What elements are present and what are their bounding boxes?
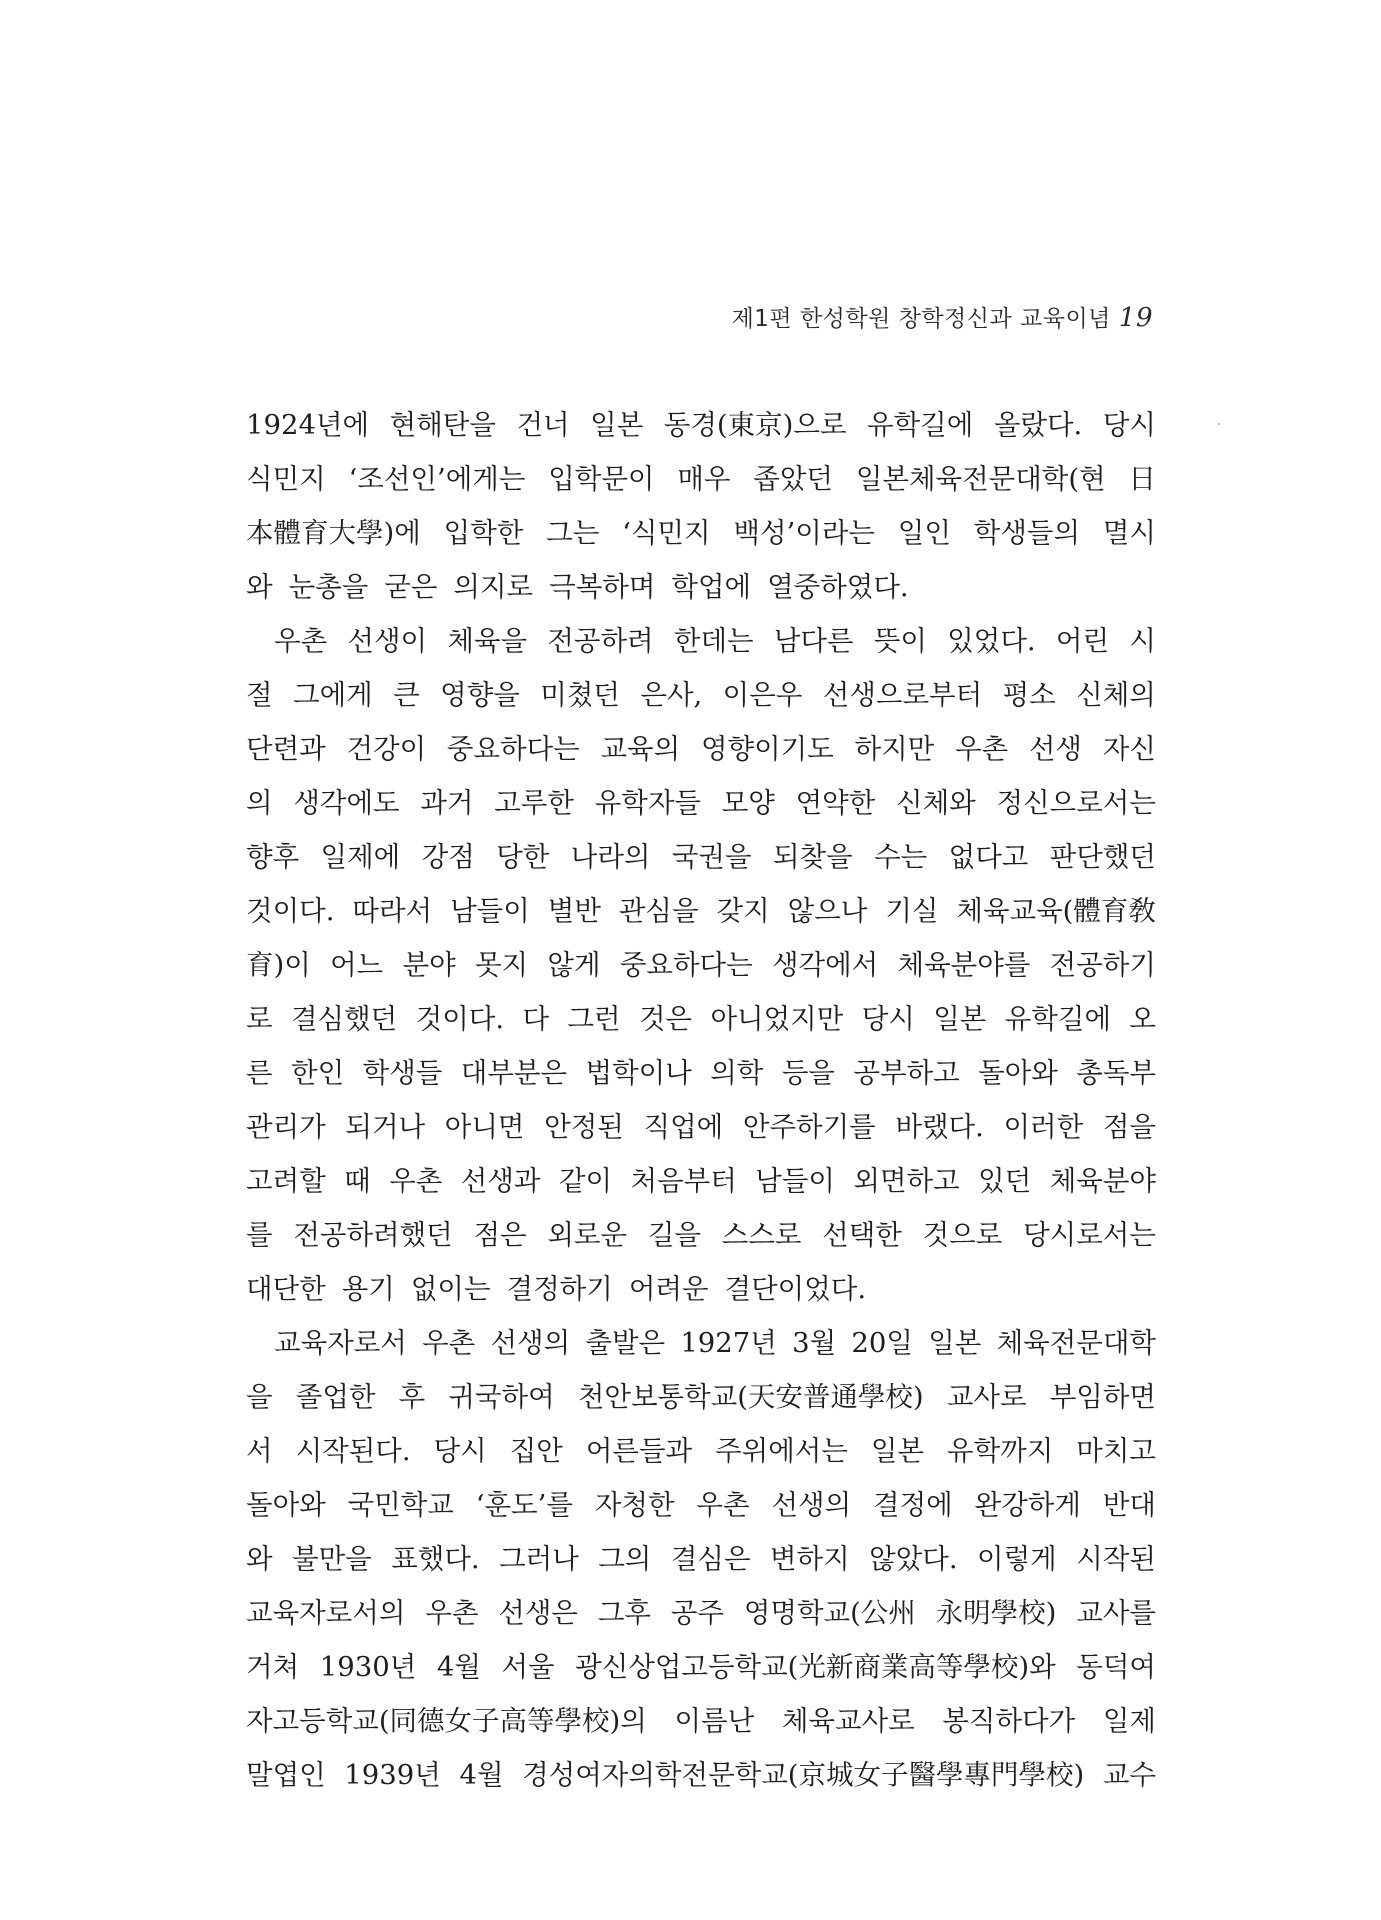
word: 바랬다. [895, 1111, 984, 1143]
word: 부임하면 [1049, 1381, 1156, 1413]
word: 뜻이 [873, 625, 927, 657]
word: 일본 [870, 1435, 925, 1467]
word: 교수 [1102, 1759, 1156, 1791]
word: 교사를 [1076, 1597, 1156, 1629]
word: 신체의 [1076, 679, 1156, 711]
word: 출발은 [585, 1327, 666, 1359]
word: 20일 [851, 1327, 913, 1359]
word: 좁았던 [753, 463, 833, 495]
word: 따라서 [352, 895, 433, 927]
word: 체육을 [447, 625, 528, 657]
word: 1930년 [319, 1651, 417, 1683]
word: 4월 [436, 1651, 481, 1683]
word: 관리가 [246, 1111, 326, 1143]
word: 과거 [420, 787, 474, 819]
word: 서울 [501, 1651, 555, 1683]
word: 고려할 [246, 1165, 326, 1197]
word: 것이다. [415, 1003, 505, 1035]
word: 전공하려 [547, 625, 654, 657]
word: 그런 [567, 1003, 621, 1035]
word: 남들이 [755, 1165, 835, 1197]
word: 법학이나 [585, 1057, 692, 1089]
word: 시작된 [1076, 1543, 1156, 1575]
word: 선생과 [460, 1165, 541, 1197]
word: 로 [246, 1003, 273, 1035]
word: 시작된다. [295, 1435, 411, 1467]
word: 이렇게 [977, 1543, 1057, 1575]
word: 천안보통학교(天安普通學校) [577, 1381, 924, 1413]
word: 있던 [978, 1165, 1032, 1197]
word: 용기 [341, 1273, 395, 1305]
scan-speck [1218, 423, 1220, 425]
word: 그에게 [293, 679, 373, 711]
word: 당시로서는 [1023, 1219, 1156, 1251]
word: 말엽인 [246, 1759, 326, 1791]
text-line [246, 1586, 1156, 1640]
running-title: 제1편 한성학원 창학정신과 교육이념 [731, 306, 1111, 332]
word: 완강하게 [974, 1489, 1081, 1521]
word: 않았다. [869, 1543, 958, 1575]
word: 어느 [330, 949, 384, 981]
text-line [246, 884, 1156, 938]
word: 수는 [874, 841, 928, 873]
text-line [246, 452, 1156, 506]
word: 외로운 [547, 1219, 628, 1251]
word: 집안 [509, 1435, 563, 1467]
text-line [246, 668, 1156, 722]
word: 한데는 [673, 625, 754, 657]
word: 평소 [1002, 679, 1056, 711]
word: 이러한 [1003, 1111, 1084, 1143]
word: 아니었지만 [710, 1003, 844, 1035]
word: 우촌 [425, 1597, 479, 1629]
text-line [246, 398, 1156, 452]
word: 하지만 [854, 733, 935, 765]
word: 관심을 [618, 895, 699, 927]
text-line [246, 1208, 1156, 1262]
word: 결심은 [670, 1543, 751, 1575]
word: 永明學校) [935, 1597, 1057, 1629]
word: 등을 [781, 1057, 835, 1089]
word: 없이는 [410, 1273, 491, 1305]
word: 의 [246, 787, 273, 819]
word: 의학 [710, 1057, 764, 1089]
text-line [246, 1532, 1156, 1586]
word: 생각에서 [771, 949, 879, 981]
word: 극복하며 [549, 571, 656, 603]
word: 育)이 [246, 949, 311, 981]
word: 생각에도 [293, 787, 400, 819]
word: 시 [1129, 625, 1156, 657]
word: 동덕여 [1076, 1651, 1156, 1683]
word: 영명학교(公州 [743, 1597, 916, 1629]
word: 중요하다는 [619, 949, 753, 981]
word: 처음부터 [630, 1165, 737, 1197]
word: 판단했던 [1049, 841, 1156, 873]
word: 있었다. [947, 625, 1036, 657]
word: 기실 [885, 895, 939, 927]
word: 건강이 [346, 733, 427, 765]
word: 미쳤던 [540, 679, 620, 711]
word: 모양 [721, 787, 775, 819]
word: 대단한 [246, 1273, 326, 1305]
word: 굳은 [384, 571, 438, 603]
word: 체육분야 [1049, 1165, 1156, 1197]
word: 일본 [928, 1327, 982, 1359]
word: 것이다. [246, 895, 335, 927]
word: 영향을 [440, 679, 520, 711]
word: 체육교사로 [781, 1705, 915, 1737]
word: 돌아와 [978, 1057, 1058, 1089]
word: 열중하였다. [767, 571, 909, 603]
word: 못지 [474, 949, 529, 981]
word: 어린 [1055, 625, 1110, 657]
word: 공주 [670, 1597, 724, 1629]
word: 되거나 [345, 1111, 426, 1143]
word: 일본 [590, 409, 644, 441]
word: 오 [1129, 1003, 1156, 1035]
word: 학생들의 [973, 517, 1081, 549]
word: 어른들과 [585, 1435, 693, 1467]
word: 체육교육(體育敎 [956, 895, 1156, 927]
word: 거쳐 [246, 1651, 300, 1683]
word: 식민지 [246, 463, 326, 495]
text-line [246, 1640, 1156, 1694]
text-line [246, 722, 1156, 776]
word: 봉직하다가 [942, 1705, 1076, 1737]
word: 와 [246, 1543, 273, 1575]
word: 졸업한 [295, 1381, 376, 1413]
word: 직업에 [643, 1111, 724, 1143]
word: 선생의 [771, 1489, 852, 1521]
word: 일제 [1102, 1705, 1156, 1737]
word: 체육전문대학 [996, 1327, 1156, 1359]
word: 당한 [496, 841, 550, 873]
word: 1927년 [680, 1327, 777, 1359]
word: 안주하기를 [742, 1111, 876, 1143]
word: 우촌 [422, 1327, 476, 1359]
word: 공부하고 [853, 1057, 960, 1089]
text-line [246, 1154, 1156, 1208]
word: 와 [246, 571, 273, 603]
word: 다 [522, 1003, 550, 1035]
word: 불만을 [292, 1543, 372, 1575]
word: 결단이었다. [724, 1273, 867, 1305]
word: 을 [246, 1381, 273, 1413]
text-line [246, 1262, 1156, 1316]
word: 변하지 [769, 1543, 850, 1575]
word: 국민학교 [347, 1489, 454, 1521]
word: 유학까지 [947, 1435, 1054, 1467]
word: 귀국하여 [448, 1381, 555, 1413]
word: 결정에 [873, 1489, 953, 1521]
word: 점을 [1102, 1111, 1156, 1143]
word: 눈총을 [288, 571, 369, 603]
word: 남다른 [773, 625, 854, 657]
word: 한인 [291, 1057, 345, 1089]
text-line [246, 1370, 1156, 1424]
word: 단련과 [246, 733, 326, 765]
word: 경성여자의학전문학교(京城女子醫學專門學校) [522, 1759, 1085, 1791]
word: 매우 [677, 463, 731, 495]
word: 후 [398, 1381, 426, 1413]
word: 정신으로서는 [996, 787, 1156, 819]
word: 그후 [597, 1597, 651, 1629]
word: 일인 [897, 517, 951, 549]
word: 결정하기 [506, 1273, 613, 1305]
body-text [246, 398, 1156, 1802]
word: 돌아와 [246, 1489, 326, 1521]
word: 없다고 [948, 841, 1029, 873]
word: 입학문이 [548, 463, 655, 495]
word: 멸시 [1102, 517, 1156, 549]
word: 건너 [516, 409, 570, 441]
word: 日 [1128, 463, 1156, 495]
word: 길을 [647, 1219, 701, 1251]
text-line [246, 506, 1156, 560]
word: 선생은 [498, 1597, 578, 1629]
running-header [732, 300, 1153, 333]
word: 이은우 [722, 679, 803, 711]
word: 本體育大學)에 [246, 517, 421, 549]
word: 선생의 [490, 1327, 571, 1359]
text-line [246, 1316, 1156, 1370]
word: 것은 [638, 1003, 693, 1035]
word: 점은 [473, 1219, 527, 1251]
word: 교육의 [600, 733, 681, 765]
word: 총독부 [1076, 1057, 1156, 1089]
word: 같이 [558, 1165, 613, 1197]
word: 현해탄을 [389, 409, 496, 441]
word: 우촌 [274, 625, 328, 657]
word: 선택한 [822, 1219, 902, 1251]
word: 의지로 [453, 571, 534, 603]
word: 교육자로서 [274, 1327, 407, 1359]
word: 유학자들 [594, 787, 701, 819]
word: ‘조선인’에게는 [348, 463, 526, 495]
word: 선생이 [347, 625, 428, 657]
word: 전공하려했던 [293, 1219, 453, 1251]
text-line [246, 992, 1156, 1046]
word: 것으로 [922, 1219, 1003, 1251]
word: 반대 [1102, 1489, 1156, 1521]
word: 강점 [421, 841, 475, 873]
word: 전공하기 [1049, 949, 1156, 981]
word: 서 [246, 1435, 273, 1467]
word: 스스로 [721, 1219, 802, 1251]
word: 당시 [1102, 409, 1156, 441]
word: 남들이 [450, 895, 530, 927]
word: 갖지 [716, 895, 770, 927]
text-line [246, 1478, 1156, 1532]
text-line [246, 1100, 1156, 1154]
word: ‘훈도’를 [475, 1489, 573, 1521]
text-line [246, 1748, 1156, 1802]
word: 학업에 [671, 571, 752, 603]
text-line [246, 1424, 1156, 1478]
word: 우촌 [696, 1489, 750, 1521]
word: 당시 [433, 1435, 487, 1467]
word: 자청한 [594, 1489, 675, 1521]
word: 은사, [640, 679, 703, 711]
word: 결심했던 [290, 1003, 398, 1035]
word: 향후 [246, 841, 300, 873]
text-line [246, 614, 1156, 668]
page-number: 19 [1118, 303, 1153, 333]
word: 4월 [459, 1759, 504, 1791]
word: 때 [344, 1165, 371, 1197]
word: 않게 [547, 949, 601, 981]
word: 동경(東京)으로 [663, 409, 847, 441]
word: 유학길에 [867, 409, 974, 441]
word: 나라의 [570, 841, 651, 873]
word: 일본 [933, 1003, 987, 1035]
word: 주위에서는 [715, 1435, 848, 1467]
word: 백성’이라는 [733, 517, 875, 549]
word: 당시 [861, 1003, 915, 1035]
word: 학생들 [362, 1057, 443, 1089]
word: 안정된 [544, 1111, 624, 1143]
word: 교육자로서의 [246, 1597, 406, 1629]
word: 3월 [792, 1327, 837, 1359]
word: 표했다. [391, 1543, 480, 1575]
word: 않으나 [787, 895, 868, 927]
word: 어려운 [628, 1273, 709, 1305]
word: ‘식민지 [622, 517, 711, 549]
word: 고루한 [494, 787, 574, 819]
word: 아니면 [444, 1111, 525, 1143]
word: 일본체육전문대학(현 [855, 463, 1106, 495]
word: 이름난 [674, 1705, 755, 1737]
word: 되찾을 [772, 841, 853, 873]
word: 체육분야를 [897, 949, 1031, 981]
word: 절 [246, 679, 273, 711]
word: 분야 [402, 949, 456, 981]
word: 교사로 [946, 1381, 1027, 1413]
word: 자신 [1102, 733, 1156, 765]
word: 자고등학교(同德女子高等學校)의 [246, 1705, 647, 1737]
word: 1939년 [344, 1759, 441, 1791]
word: 선생 [1028, 733, 1082, 765]
word: 그는 [546, 517, 600, 549]
word: 그의 [598, 1543, 652, 1575]
word: 연약한 [795, 787, 876, 819]
text-line [246, 1694, 1156, 1748]
word: 국권을 [671, 841, 752, 873]
text-line [246, 560, 1156, 614]
word: 유학길에 [1004, 1003, 1112, 1035]
word: 신체와 [896, 787, 976, 819]
text-line [246, 1046, 1156, 1100]
word: 일제에 [320, 841, 401, 873]
word: 영향이기도 [700, 733, 834, 765]
text-line [246, 776, 1156, 830]
word: 큰 [393, 679, 420, 711]
word: 른 [246, 1057, 273, 1089]
word: 1924년에 [246, 409, 370, 441]
word: 그러나 [499, 1543, 579, 1575]
word: 별반 [547, 895, 601, 927]
text-line [246, 938, 1156, 992]
word: 올랐다. [993, 409, 1083, 441]
word: 우촌 [389, 1165, 443, 1197]
word: 를 [246, 1219, 273, 1251]
word: 우촌 [954, 733, 1009, 765]
word: 대부분은 [460, 1057, 568, 1089]
word: 선생으로부터 [822, 679, 983, 711]
word: 외면하고 [853, 1165, 960, 1197]
word: 마치고 [1076, 1435, 1156, 1467]
word: 중요하다는 [446, 733, 580, 765]
word: 광신상업고등학교(光新商業高等學校)와 [575, 1651, 1056, 1683]
word: 입학한 [443, 517, 524, 549]
text-line [246, 830, 1156, 884]
